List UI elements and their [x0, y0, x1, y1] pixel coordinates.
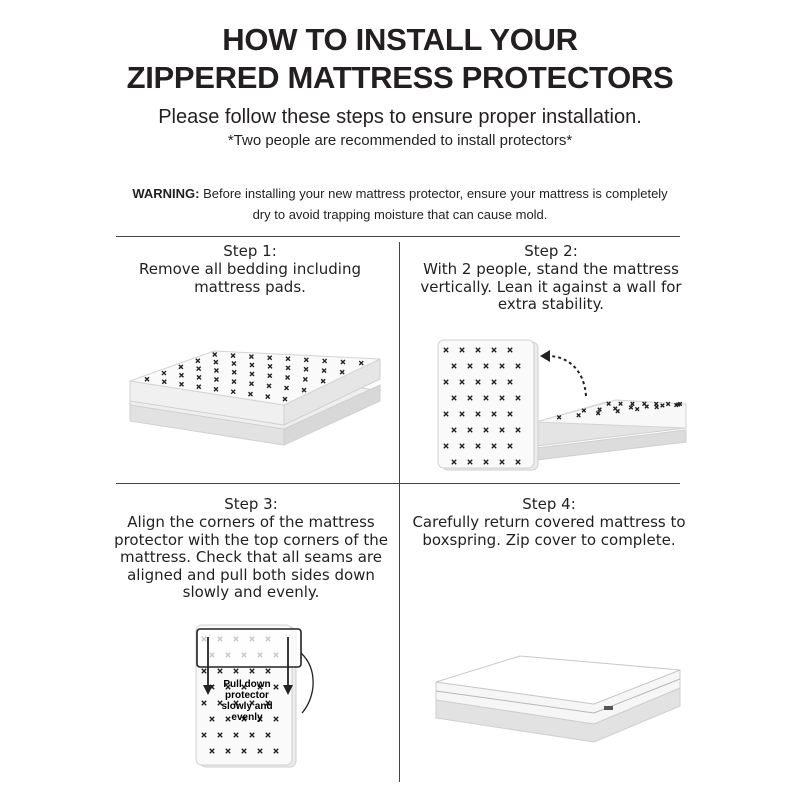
page-title-line-2: ZIPPERED MATTRESS PROTECTORS	[126, 60, 674, 95]
two-people-note: *Two people are recommended to install protectors*	[227, 132, 573, 149]
step-2-heading: Step 2:	[524, 242, 578, 260]
step-3-heading: Step 3:	[224, 495, 278, 513]
zipper-pull-icon	[604, 706, 613, 710]
rotate-arrow-icon	[548, 356, 586, 396]
page-title-line-1: HOW TO INSTALL YOUR	[222, 22, 578, 57]
pull-label-1: Pull down	[223, 679, 271, 690]
divider-vertical	[399, 242, 400, 782]
step-4-heading: Step 4:	[522, 495, 576, 513]
protector-band	[197, 629, 301, 667]
warning-notice	[130, 183, 670, 225]
protector-drape	[301, 653, 313, 713]
protector-pull-icon	[192, 623, 318, 769]
divider-middle	[116, 483, 680, 484]
mattress-upright-icon	[436, 338, 686, 474]
divider-top	[116, 236, 680, 237]
step-1-heading: Step 1:	[223, 242, 277, 260]
covered-mattress-icon	[430, 652, 686, 748]
pull-label-2: protector	[225, 690, 269, 701]
step-2-text: With 2 people, stand the mattress vertically. Lean it against a wall for extra stability.	[420, 260, 682, 313]
step-1-text: Remove all bedding including mattress pads.	[138, 260, 361, 296]
warning-label: WARNING:	[132, 186, 200, 201]
pull-label-4: evenly	[231, 712, 263, 723]
warning-text: Before installing your new mattress protector, ensure your mattress is completely dry to avoid trapping moisture that can cause mold.	[199, 186, 668, 222]
step-4-text: Carefully return covered mattress to boxspring. Zip cover to complete.	[412, 513, 686, 549]
pull-label-3: slowly and	[221, 701, 273, 712]
step-3-text: Align the corners of the mattress protector with the top corners of the mattress. Check that all seams are aligned and pull both sides down slowly and evenly.	[114, 513, 388, 601]
tufted-mattress-icon	[118, 345, 388, 445]
page-subtitle: Please follow these steps to ensure proper installation.	[158, 106, 642, 128]
